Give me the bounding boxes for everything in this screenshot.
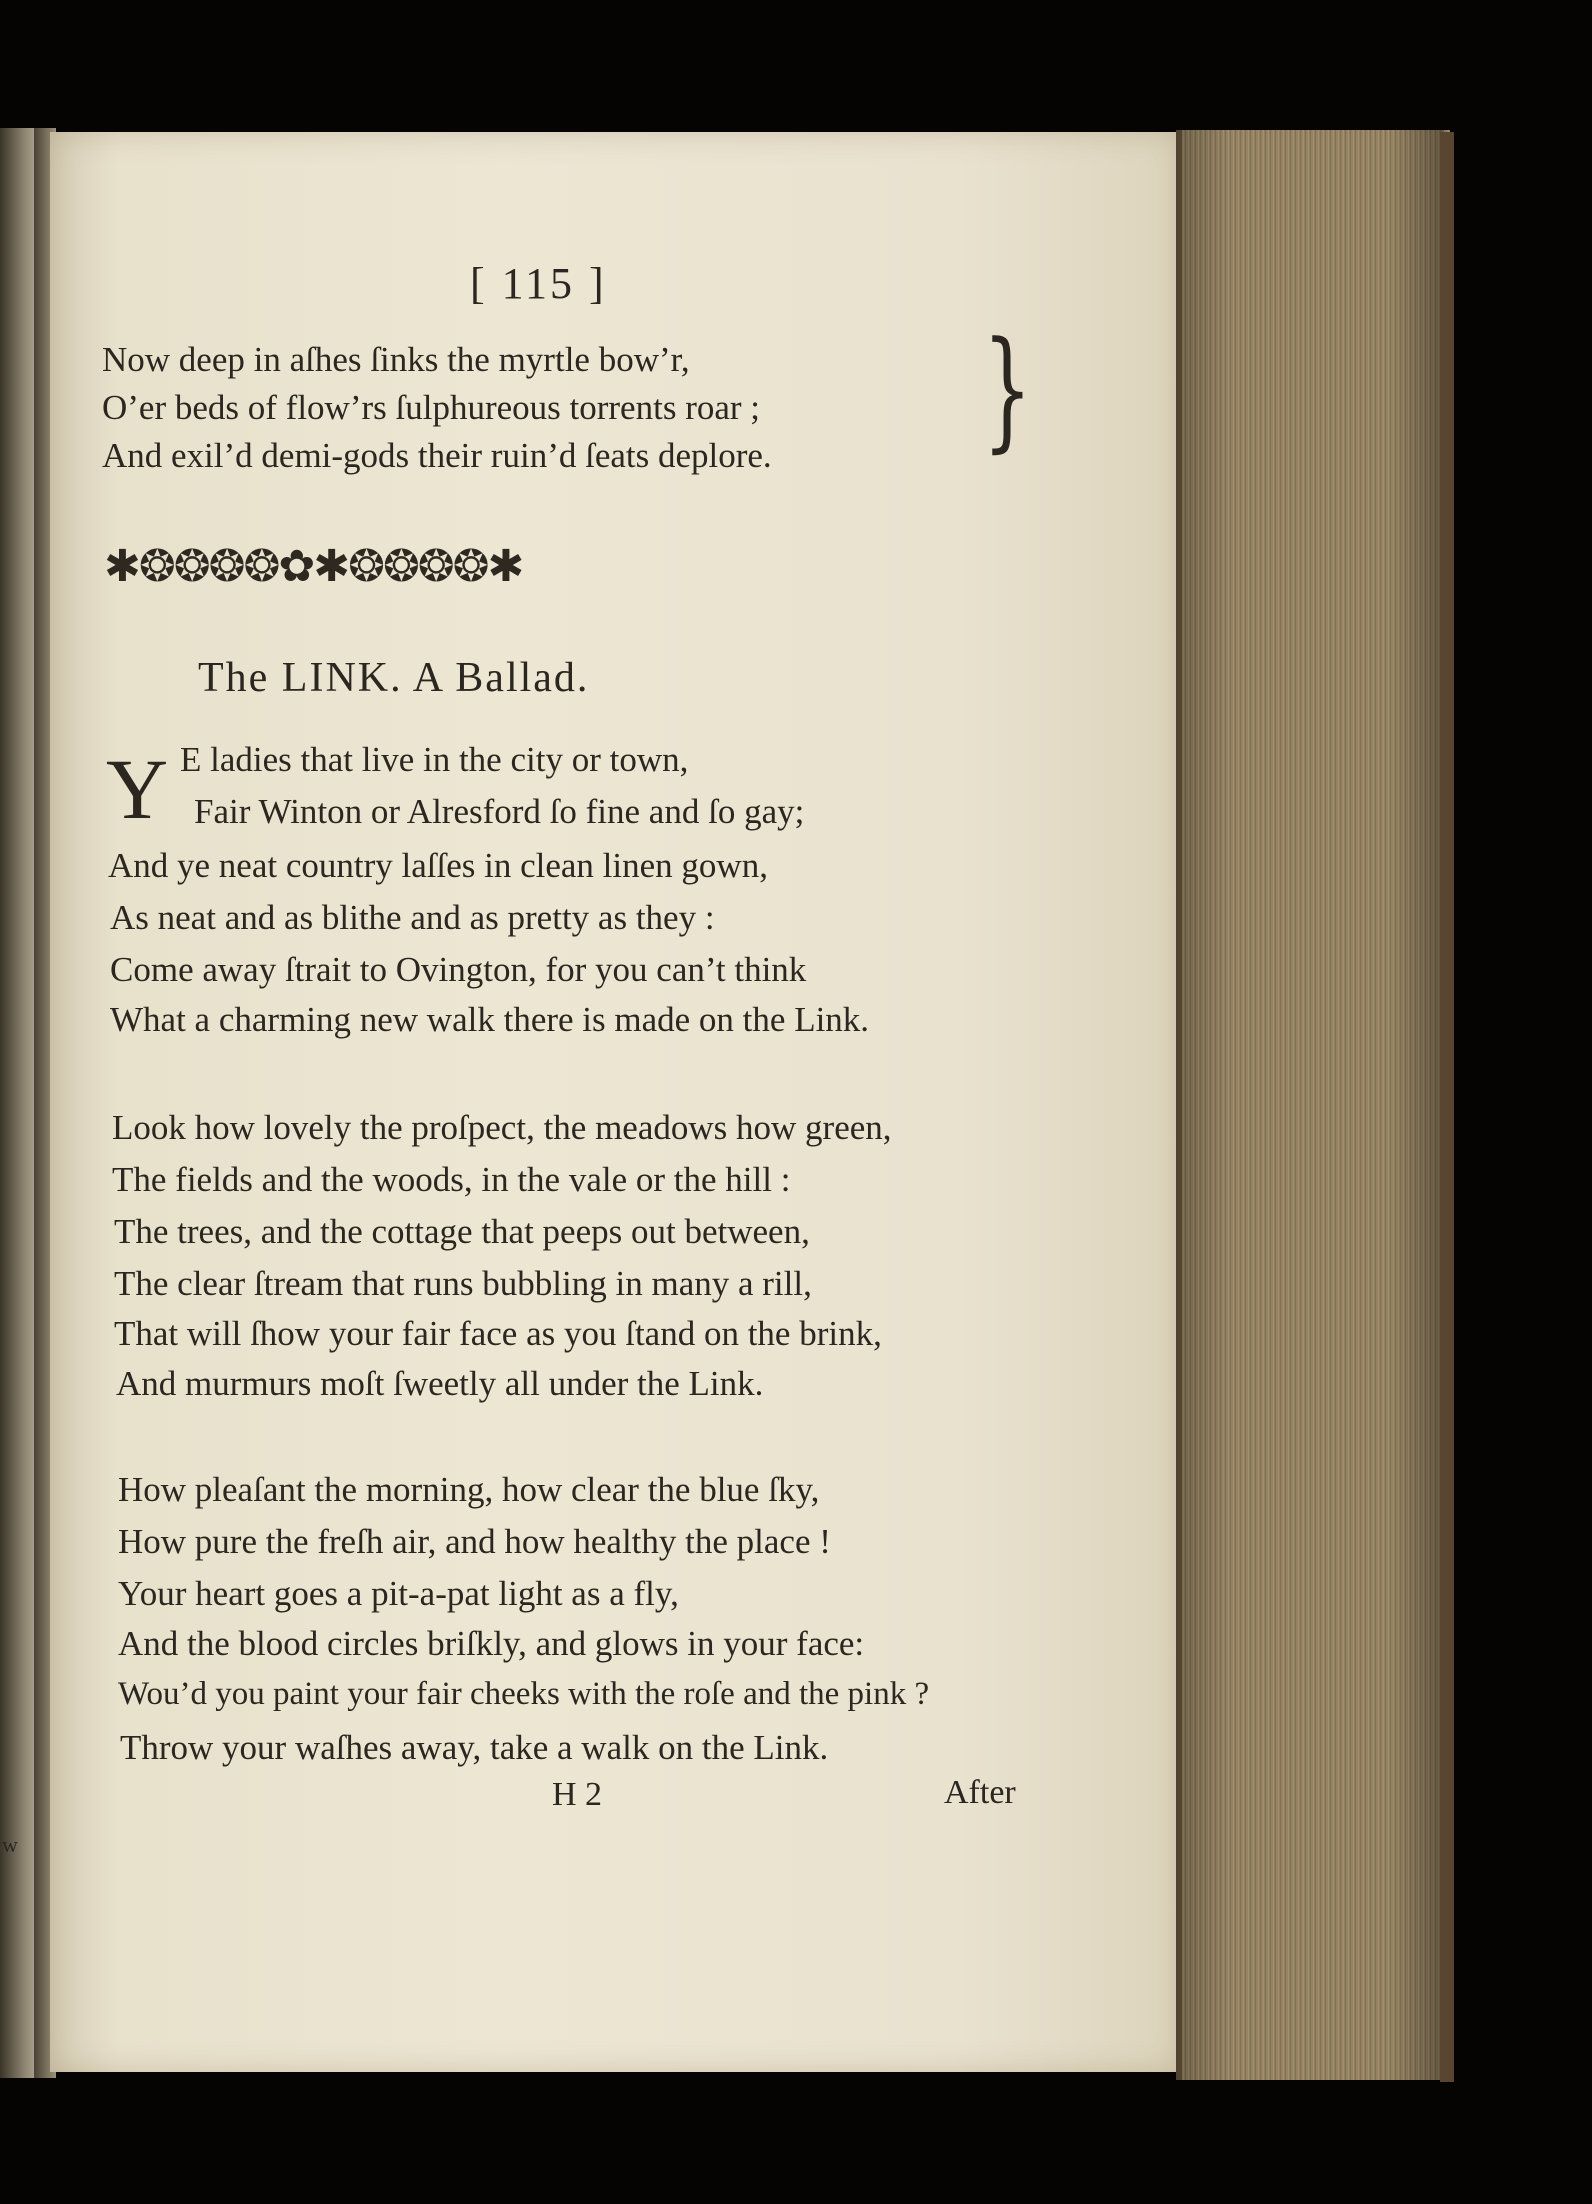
stanza2-line: The trees, and the cottage that peeps out between,	[114, 1212, 810, 1251]
stanza3-line: How pleaſant the morning, how clear the blue ſky,	[118, 1470, 820, 1509]
ornament-rule: ✱❂❂❂❂✿✱❂❂❂❂✱	[104, 541, 523, 592]
page-header: [ 115 ]	[470, 259, 607, 308]
intro-line: And exil’d demi-gods their ruin’d ſeats deplore.	[102, 436, 772, 475]
stanza1-line: As neat and as blithe and as pretty as they :	[110, 898, 715, 937]
stanza1-line: What a charming new walk there is made on the Link.	[110, 1000, 870, 1039]
stanza3-line: How pure the freſh air, and how healthy the place !	[118, 1522, 831, 1561]
stanza2-line: The clear ſtream that runs bubbling in many a rill,	[114, 1264, 812, 1303]
stanza2-line: Look how lovely the proſpect, the meadows how green,	[112, 1108, 892, 1147]
triplet-brace: }	[982, 313, 1033, 465]
page-edges-shade	[1176, 130, 1444, 2080]
stanza1-line: Come away ſtrait to Ovington, for you can’t think	[110, 950, 807, 989]
intro-line: O’er beds of flow’rs ſulphureous torrents roar ;	[102, 388, 761, 427]
drop-capital: Y	[106, 741, 169, 837]
stanza3-line: Throw your waſhes away, take a walk on the Link.	[120, 1728, 829, 1767]
cover-board	[1440, 132, 1454, 2082]
stanza1-line: And ye neat country laſſes in clean linen gown,	[108, 846, 768, 885]
stanza3-line: Wou’d you paint your fair cheeks with the roſe and the pink ?	[118, 1676, 930, 1712]
catchword: After	[944, 1774, 1016, 1811]
stanza1-line: Fair Winton or Alresford ſo fine and ſo gay;	[194, 792, 805, 831]
stanza2-line: The fields and the woods, in the vale or the hill :	[112, 1160, 791, 1199]
stanza3-line: And the blood circles briſkly, and glows in your face:	[118, 1624, 865, 1663]
signature-mark: H 2	[552, 1776, 603, 1813]
stanza2-line: That will ſhow your fair face as you ſtand on the brink,	[114, 1314, 882, 1353]
intro-line: Now deep in aſhes ſinks the myrtle bow’r,	[102, 340, 690, 379]
left-page-fragment: w	[2, 1832, 18, 1857]
stanza1-line: E ladies that live in the city or town,	[180, 740, 689, 779]
poem-title: The LINK. A Ballad.	[198, 655, 590, 701]
stanza3-line: Your heart goes a pit-a-pat light as a fly,	[118, 1574, 679, 1613]
stanza2-line: And murmurs moſt ſweetly all under the Link.	[116, 1364, 764, 1403]
